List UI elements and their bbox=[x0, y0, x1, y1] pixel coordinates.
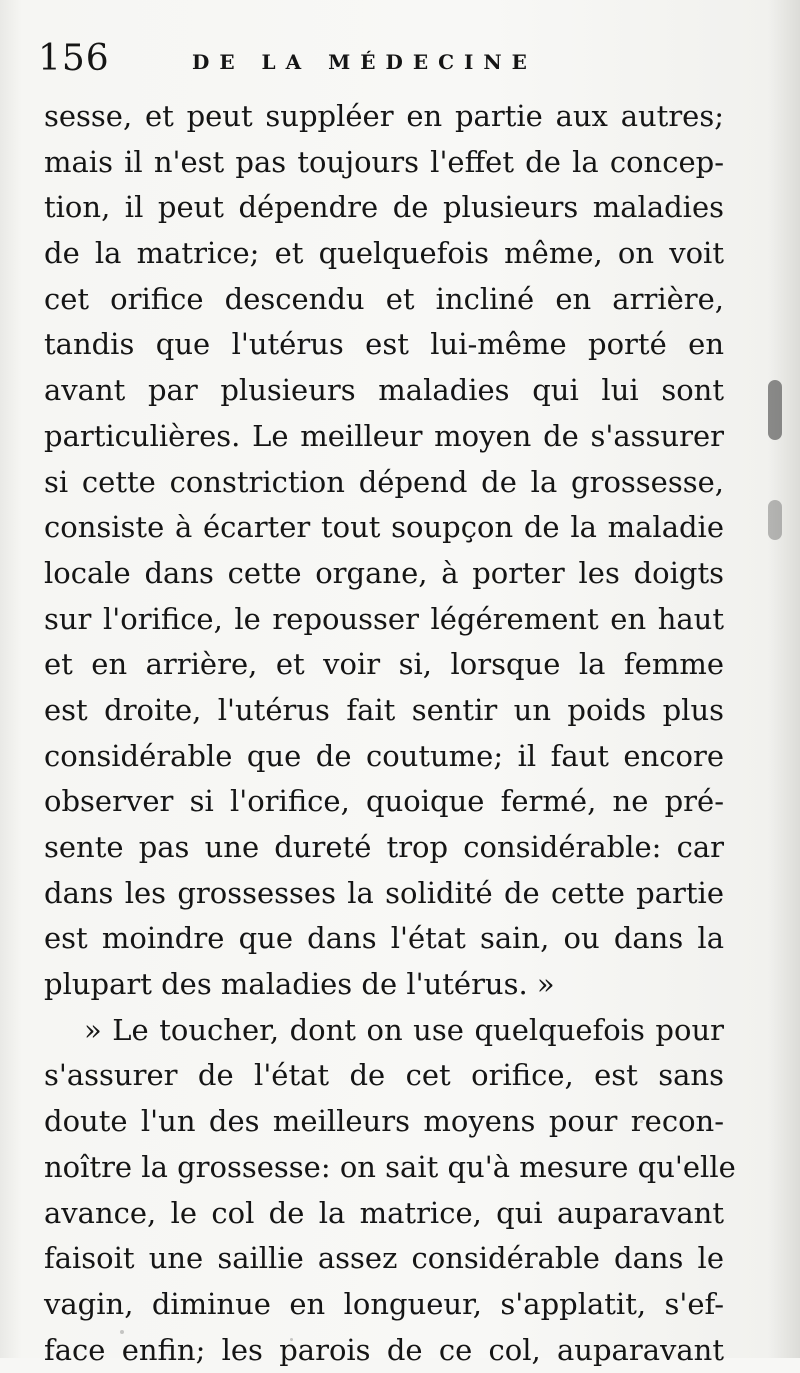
paragraph-start-line: » Le toucher, dont on use quelquefois pour bbox=[84, 1012, 724, 1047]
text-line: mais il n'est pas toujours l'effet de la concep- bbox=[44, 144, 724, 179]
text-line: cet orifice descendu et incliné en arrière, bbox=[44, 281, 724, 316]
text-line: sente pas une dureté trop considérable: car bbox=[44, 830, 724, 864]
text-line: avant par plusieurs maladies qui lui sont bbox=[44, 373, 724, 408]
text-line: face enfin; les parois de ce col, auparavant bbox=[44, 1332, 724, 1367]
text-line: observer si l'orifice, quoique fermé, ne pré- bbox=[44, 784, 724, 819]
text-line: dans les grossesses la solidité de cette partie bbox=[44, 875, 724, 910]
text-line: tion, il peut dépendre de plusieurs maladies bbox=[44, 190, 724, 225]
text-line: consiste à écarter tout soupçon de la maladie bbox=[44, 510, 724, 545]
text-line: noître la grossesse: on sait qu'à mesure qu'elle bbox=[44, 1149, 736, 1184]
page-number: 156 bbox=[38, 38, 110, 79]
text-line: est droite, l'utérus fait sentir un poids plus bbox=[44, 692, 724, 727]
page-header bbox=[36, 32, 756, 92]
text-line: avance, le col de la matrice, qui auparavant bbox=[44, 1195, 724, 1230]
scan-speckle bbox=[290, 1338, 293, 1341]
text-line: si cette constriction dépend de la grossesse, bbox=[44, 464, 724, 499]
text-line: est moindre que dans l'état sain, ou dans la bbox=[44, 921, 724, 956]
body-text bbox=[44, 94, 736, 1373]
text-line: tandis que l'utérus est lui-même porté en bbox=[44, 327, 724, 362]
scan-mark bbox=[768, 380, 782, 440]
scan-speckle bbox=[120, 1330, 124, 1334]
scan-speckle bbox=[640, 1120, 643, 1123]
scan-speckle bbox=[455, 930, 458, 933]
text-line: sesse, et peut suppléer en partie aux autres; bbox=[44, 99, 724, 133]
text-line: s'assurer de l'état de cet orifice, est sans bbox=[44, 1058, 724, 1093]
text-line: de la matrice; et quelquefois même, on voit bbox=[44, 236, 724, 271]
scan-mark bbox=[768, 500, 782, 540]
running-title: DE LA MÉDECINE bbox=[192, 50, 537, 74]
text-line: considérable que de coutume; il faut encore bbox=[44, 738, 724, 773]
text-line: sur l'orifice, le repousser légérement en haut bbox=[44, 601, 724, 636]
text-line: et en arrière, et voir si, lorsque la femme bbox=[44, 647, 724, 682]
text-line: doute l'un des meilleurs moyens pour recon- bbox=[44, 1104, 724, 1139]
text-line: faisoit une saillie assez considérable dans le bbox=[44, 1241, 724, 1276]
text-line: particulières. Le meilleur moyen de s'assurer bbox=[44, 418, 724, 453]
text-line: vagin, diminue en longueur, s'applatit, s'ef- bbox=[44, 1286, 724, 1321]
text-line: locale dans cette organe, à porter les doigts bbox=[44, 555, 724, 590]
paragraph-end-line: plupart des maladies de l'utérus. » bbox=[44, 967, 555, 1002]
